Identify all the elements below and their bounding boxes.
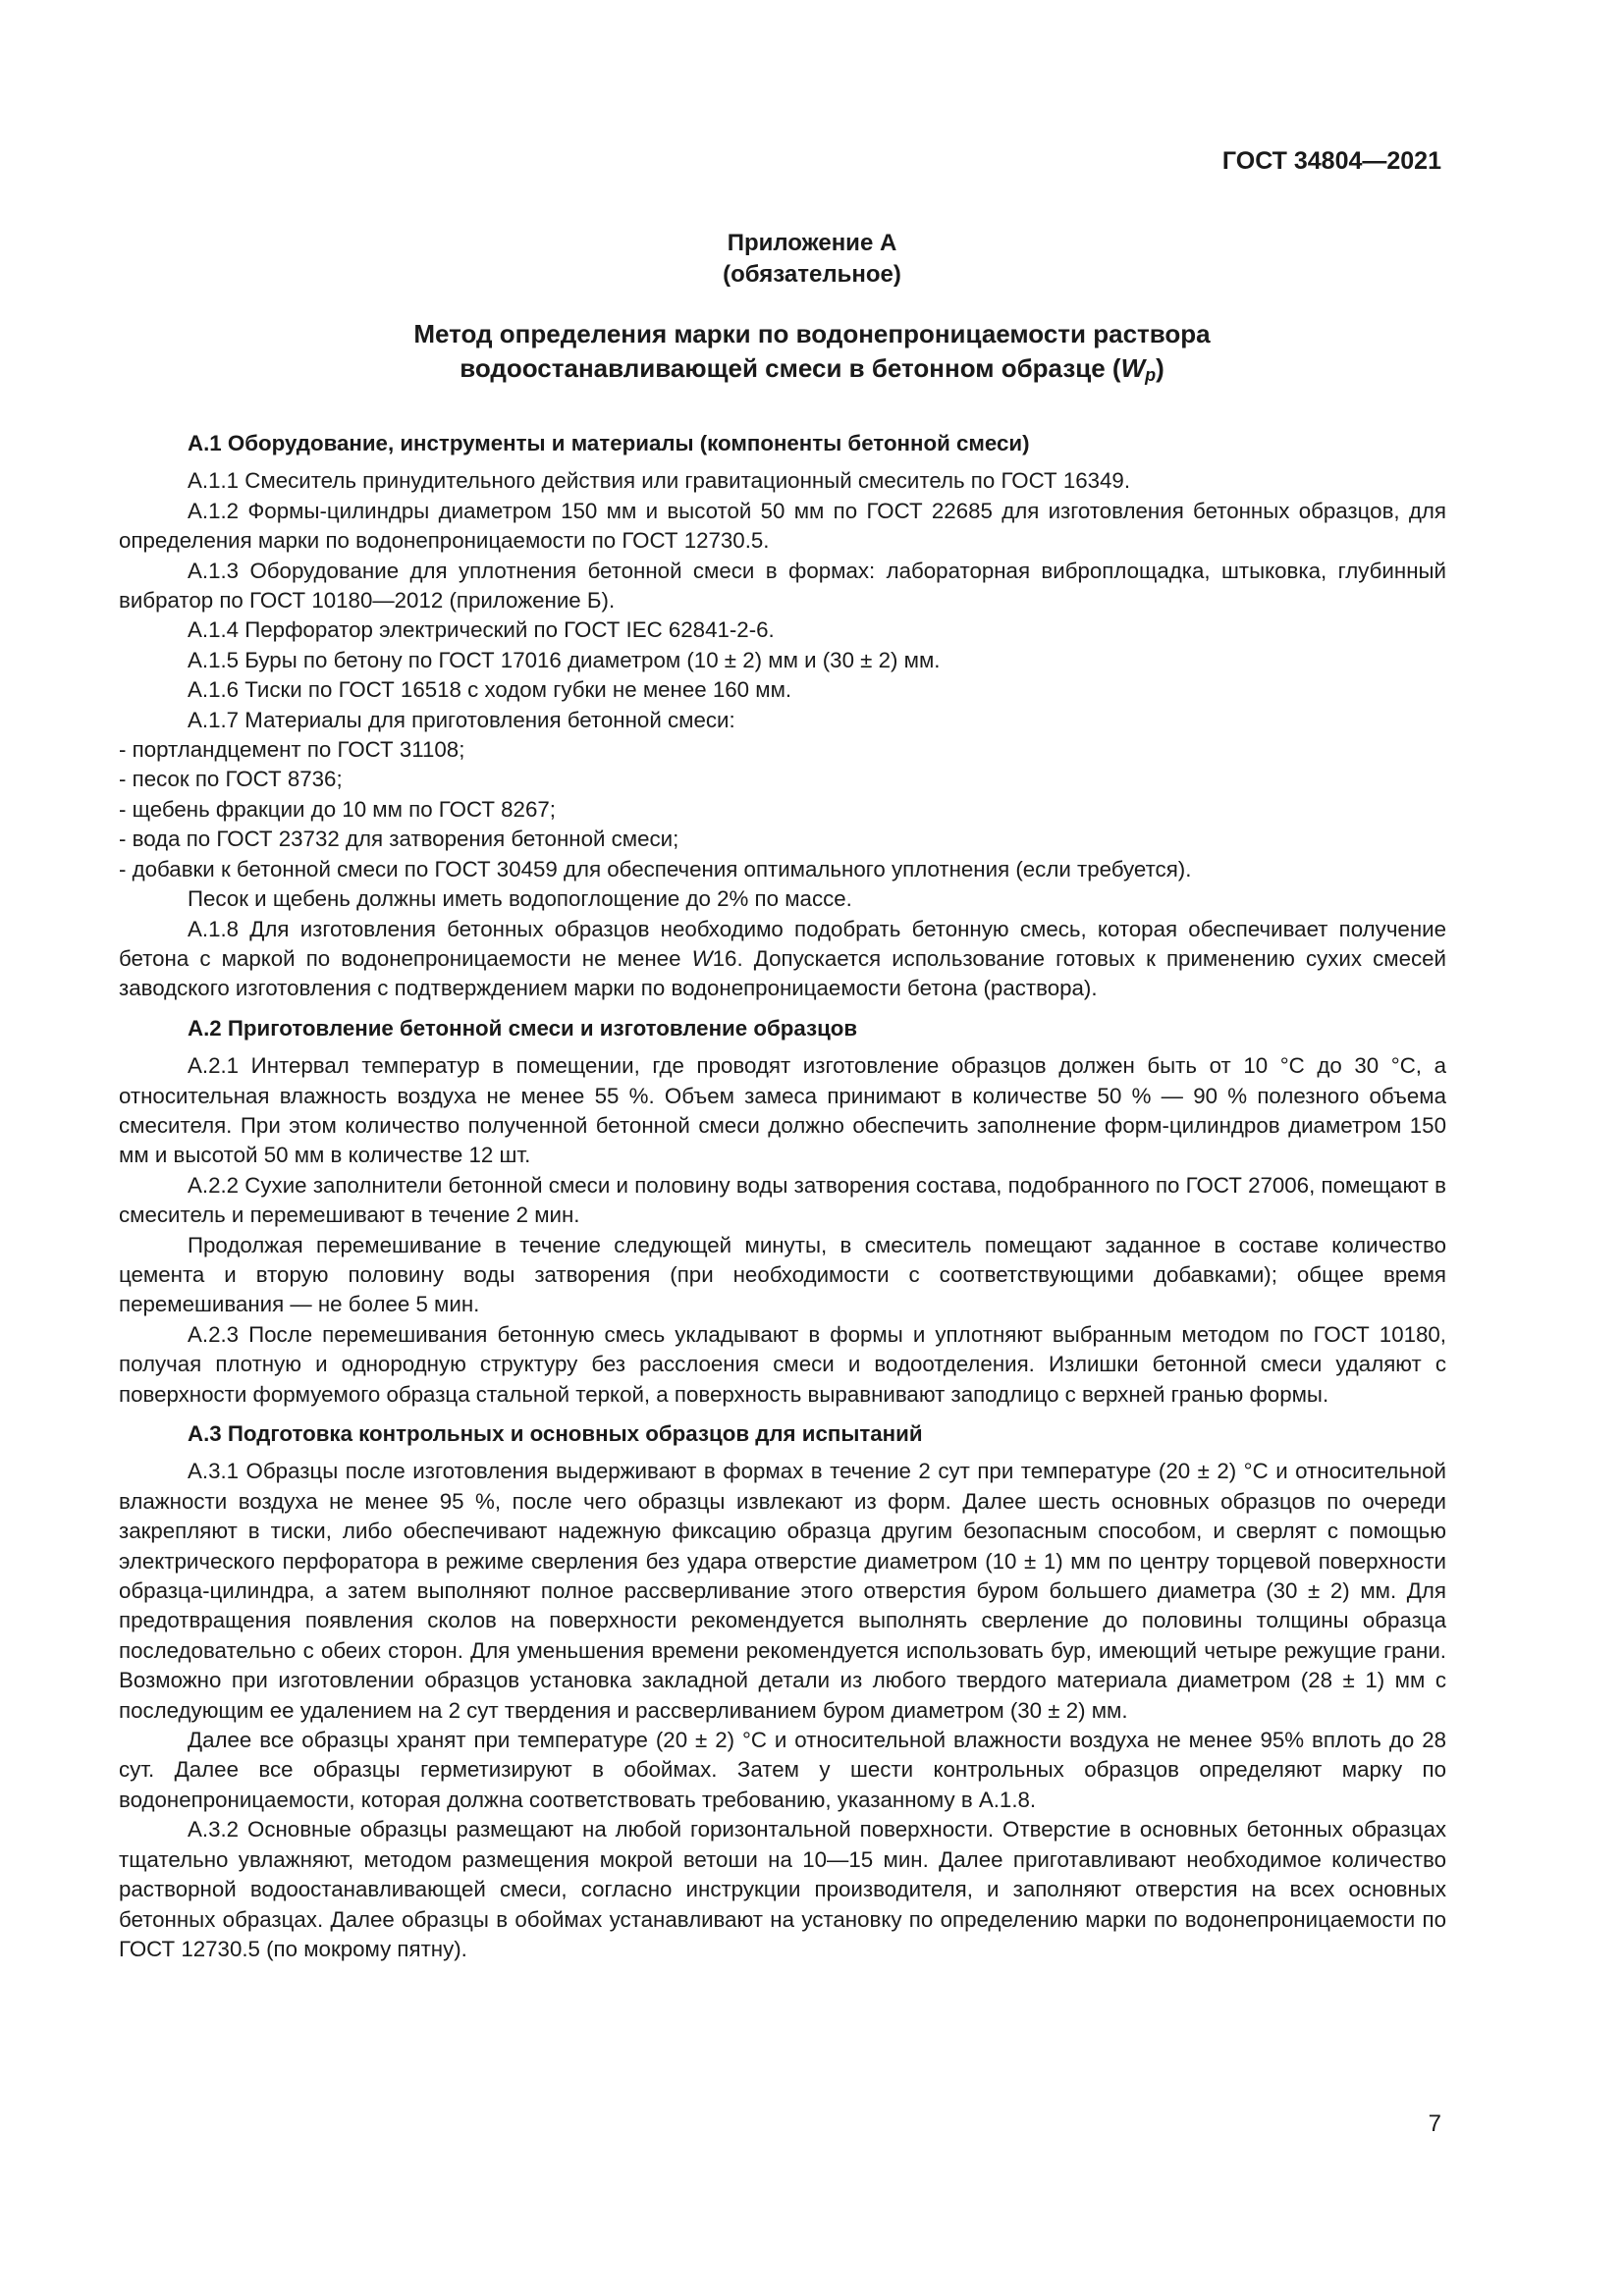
annex-title-line1: Метод определения марки по водонепроницаемости раствора [413, 319, 1211, 348]
document-body [119, 429, 1446, 1964]
section-heading-a2: А.2 Приготовление бетонной смеси и изготовление образцов [188, 1015, 858, 1041]
paragraph-a2-2-cont: Продолжая перемешивание в течение следующей минуты, в смеситель помещают заданное в составе количество цемента и вторую половину воды затворения (при необходимости с соответствующими добавками); общее время перемешивания — не более 5 мин. [119, 1232, 1446, 1317]
annex-title [0, 317, 1624, 389]
annex-name: Приложение А [727, 230, 897, 256]
paragraph-a1-1: А.1.1 Смеситель принудительного действия или гравитационный смеситель по ГОСТ 16349. [188, 468, 1131, 494]
page-number: 7 [1428, 2110, 1441, 2137]
paragraph-a1-7: А.1.7 Материалы для приготовления бетонной смеси: [188, 707, 735, 732]
annex-title-line2 [0, 351, 1624, 389]
list-item: - портландцемент по ГОСТ 31108; [119, 737, 465, 763]
standard-identifier: ГОСТ 34804—2021 [1221, 147, 1441, 175]
paragraph-a2-1: А.2.1 Интервал температур в помещении, где проводят изготовление образцов должен быть от 10 °С до 30 °С, а относительная влажность воздуха не менее 55 %. Объем замеса принимают в количестве 50 % — 90 % полезного объема смесителя. При этом количество полученной бетонной смеси должно обеспечить заполнение форм-цилиндров диаметром 150 мм и высотой 50 мм в количестве 12 шт. [119, 1053, 1446, 1168]
paragraph-a1-8-mark: W [691, 945, 713, 971]
annex-status: (обязательное) [723, 261, 901, 288]
paragraph-a1-8 [119, 915, 1446, 1004]
paragraph-a3-2: А.3.2 Основные образцы размещают на любой горизонтальной поверхности. Отверстие в основных бетонных образцах тщательно увлажняют, методом размещения мокрой ветоши на 10—15 мин. Далее приготавливают необходимое количество растворной водоостанавливающей смеси, согласно инструкции производителя, и заполняют отверстия на всех основных бетонных образцах. Далее образцы в обоймах устанавливают на установку по определению марки по водонепроницаемости по ГОСТ 12730.5 (по мокрому пятну). [119, 1817, 1446, 1961]
paragraph-a2-2: А.2.2 Сухие заполнители бетонной смеси и половину воды затворения состава, подобранного по ГОСТ 27006, помещают в смеситель и перемешивают в течение 2 мин. [119, 1172, 1446, 1228]
paragraph-a1-6: А.1.6 Тиски по ГОСТ 16518 с ходом губки не менее 160 мм. [188, 677, 792, 703]
paragraph-a1-7-note: Песок и щебень должны иметь водопоглощение до 2% по массе. [188, 886, 852, 912]
list-item: - щебень фракции до 10 мм по ГОСТ 8267; [119, 796, 556, 822]
paragraph-a1-8-after: 16. Допускается использование готовых к применению сухих смесей заводского изготовления с подтверждением марки по водонепроницаемости бетона (раствора). [119, 945, 1446, 1001]
list-item: - песок по ГОСТ 8736; [119, 767, 343, 792]
list-item: - добавки к бетонной смеси по ГОСТ 30459 для обеспечения оптимального уплотнения (если требуется). [119, 856, 1192, 881]
annex-heading [0, 228, 1624, 291]
paragraph-a1-5: А.1.5 Буры по бетону по ГОСТ 17016 диаметром (10 ± 2) мм и (30 ± 2) мм. [188, 647, 941, 672]
section-heading-a1: А.1 Оборудование, инструменты и материалы (компоненты бетонной смеси) [188, 431, 1030, 455]
title-close: ) [1156, 353, 1164, 383]
paragraph-a1-3: А.1.3 Оборудование для уплотнения бетонной смеси в формах: лабораторная виброплощадка, штыковка, глубинный вибратор по ГОСТ 10180—2012 (приложение Б). [119, 558, 1446, 614]
paragraph-a1-4: А.1.4 Перфоратор электрический по ГОСТ IEC 62841-2-6. [188, 617, 775, 643]
paragraph-a1-2: А.1.2 Формы-цилиндры диаметром 150 мм и высотой 50 мм по ГОСТ 22685 для изготовления бетонных образцов, для определения марки по водонепроницаемости по ГОСТ 12730.5. [119, 498, 1446, 554]
annex-title-line2-text: водоостанавливающей смеси в бетонном образце ( [460, 353, 1121, 383]
title-subscript: p [1145, 365, 1157, 385]
paragraph-a2-3: А.2.3 После перемешивания бетонную смесь укладывают в формы и уплотняют выбранным методом по ГОСТ 10180, получая плотную и однородную структуру без расслоения смеси и водоотделения. Излишки бетонной смеси удаляют с поверхности формуемого образца стальной теркой, а поверхность выравнивают заподлицо с верхней гранью формы. [119, 1321, 1446, 1407]
paragraph-a1-8-before: А.1.8 Для изготовления бетонных образцов необходимо подобрать бетонную смесь, которая обеспечивает получение бетона с маркой по водонепроницаемости не менее [119, 916, 1446, 971]
list-item: - вода по ГОСТ 23732 для затворения бетонной смеси; [119, 827, 679, 852]
paragraph-a3-1: А.3.1 Образцы после изготовления выдерживают в формах в течение 2 сут при температуре (20 ± 2) °С и относительной влажности воздуха не менее 95 %, после чего образцы извлекают из форм. Далее шесть основных образцов по очереди закрепляют в тиски, либо обеспечивают надежную фиксацию образца другим безопасным способом, и сверлят с помощью электрического перфоратора в режиме сверления без удара отверстие диаметром (10 ± 1) мм по центру торцевой поверхности образца-цилиндра, а затем выполняют полное рассверливание этого отверстия буром большего диаметра (30 ± 2) мм. Для предотвращения появления сколов на поверхности рекомендуется выполнять сверление до половины толщины образца последовательно с обеих сторон. Для уменьшения времени рекомендуется использовать бур, имеющий четыре режущие грани. Возможно при изготовлении образцов установка закладной детали из любого твердого материала диаметром (28 ± 1) мм с последующим ее удалением на 2 сут твердения и рассверливанием буром диаметром (30 ± 2) мм. [119, 1459, 1446, 1723]
paragraph-a3-1-cont: Далее все образцы хранят при температуре (20 ± 2) °С и относительной влажности воздуха не менее 95% вплоть до 28 сут. Далее все образцы герметизируют в обоймах. Затем у шести контрольных образцов определяют марку по водонепроницаемости, которая должна соответствовать требованию, указанному в А.1.8. [119, 1728, 1446, 1812]
title-symbol: W [1120, 353, 1146, 383]
section-heading-a3: А.3 Подготовка контрольных и основных образцов для испытаний [188, 1421, 923, 1446]
